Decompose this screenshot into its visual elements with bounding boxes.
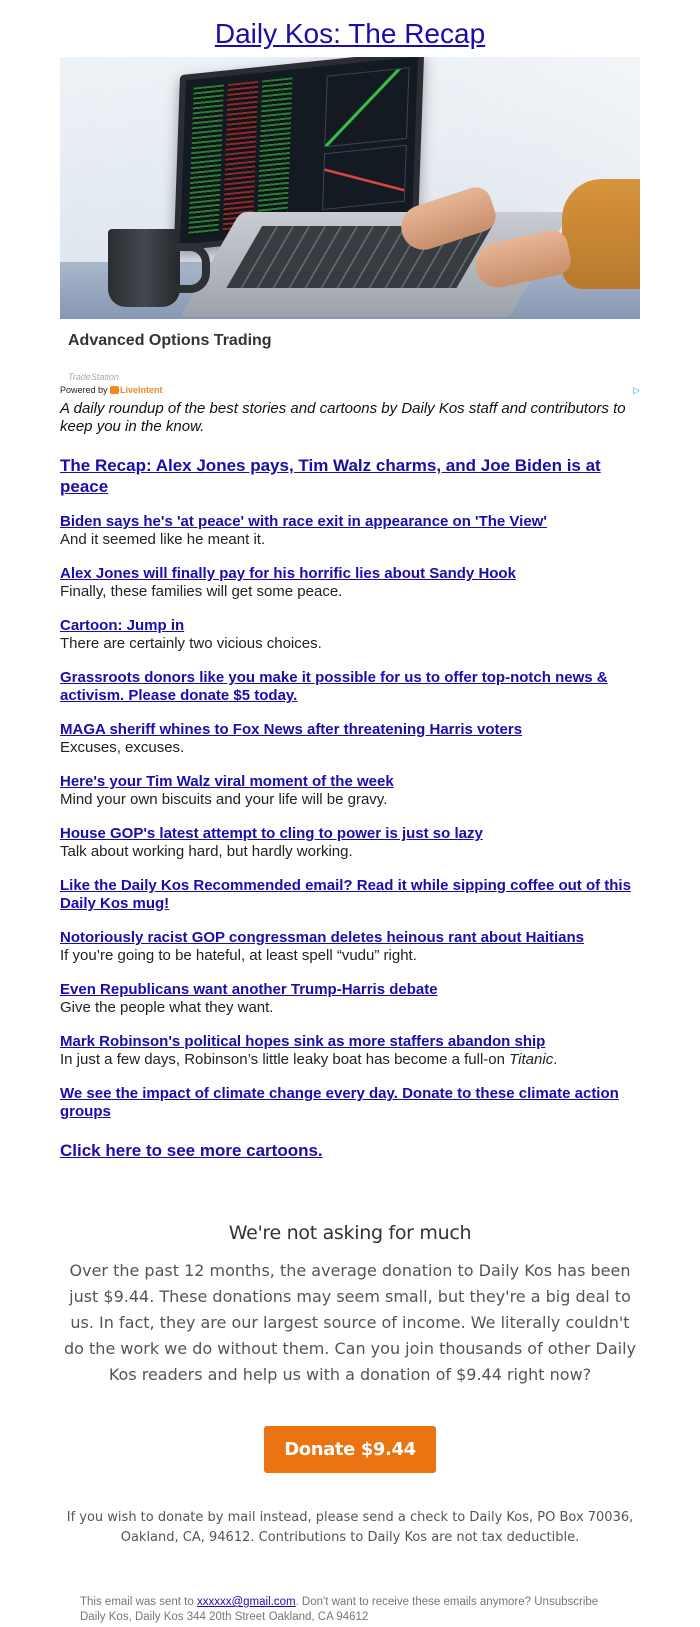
list-item xyxy=(60,721,640,773)
appeal-body: Over the past 12 months, the average donation to Daily Kos has been just $9.44. These donations may seem small, but they're a big deal to us. In fact, they are our largest source of income. We literally couldn't do the work we do without them. Can you join thousands of other Daily Kos readers and help us with a donation of $9.44 right now? xyxy=(64,1261,636,1384)
ad-image-ticker-column xyxy=(188,84,224,235)
story-link[interactable]: MAGA sheriff whines to Fox News after threatening Harris voters xyxy=(60,721,523,738)
intro-text: A daily roundup of the best stories and cartoons by Daily Kos staff and contributors to keep you in the know. xyxy=(60,400,626,435)
liveintent-brand: LiveIntent xyxy=(120,385,163,395)
footer-sent-line: This email was sent to xxxxxx@gmail.com. Don't want to receive these emails anymore? Unsubscribe xyxy=(80,1596,599,1608)
mail-donation-note: If you wish to donate by mail instead, please send a check to Daily Kos, PO Box 70036, Oakland, CA, 94612. Contributions to Daily Kos are not tax deductible. xyxy=(66,1510,634,1545)
powered-by[interactable] xyxy=(60,384,163,396)
titanic-italic: Titanic xyxy=(509,1051,554,1068)
story-description: And it seemed like he meant it. xyxy=(60,531,266,548)
story-description: Mind your own biscuits and your life will be gravy. xyxy=(60,791,388,808)
ad-image-mug-handle xyxy=(172,243,210,293)
sponsored-ad[interactable] xyxy=(60,57,640,396)
story-link[interactable]: Notoriously racist GOP congressman deletes heinous rant about Haitians xyxy=(60,929,585,946)
powered-by-label: Powered by xyxy=(60,385,108,395)
list-item xyxy=(60,877,640,929)
donation-appeal xyxy=(0,1218,700,1388)
list-item xyxy=(60,513,640,565)
list-item xyxy=(60,929,640,981)
story-link[interactable]: House GOP's latest attempt to cling to power is just so lazy xyxy=(60,825,483,842)
ad-image-ticker-column xyxy=(257,77,293,228)
list-item xyxy=(60,565,640,617)
adchoices-icon[interactable]: ▷ xyxy=(633,385,640,395)
climate-donate-link[interactable]: We see the impact of climate change every day. Donate to these climate action groups xyxy=(60,1085,619,1120)
ad-image-sleeve xyxy=(562,179,640,289)
story-link[interactable]: Alex Jones will finally pay for his horrific lies about Sandy Hook xyxy=(60,565,516,582)
more-cartoons xyxy=(60,1140,323,1162)
liveintent-logo-icon xyxy=(110,386,119,394)
ad-headline[interactable]: Advanced Options Trading xyxy=(68,332,272,349)
story-description: Finally, these families will get some peace. xyxy=(60,583,343,600)
donate-button[interactable]: Donate $9.44 xyxy=(264,1426,436,1473)
mug-promo-link[interactable]: Like the Daily Kos Recommended email? Read it while sipping coffee out of this Daily Kos mug! xyxy=(60,877,631,912)
list-item xyxy=(60,617,640,669)
ad-image[interactable] xyxy=(60,57,640,319)
list-item xyxy=(60,773,640,825)
email-footer xyxy=(80,1595,640,1625)
story-description: Give the people what they want. xyxy=(60,999,274,1016)
story-description: There are certainly two vicious choices. xyxy=(60,635,322,652)
story-description: Talk about working hard, but hardly working. xyxy=(60,843,353,860)
ad-image-mug xyxy=(108,229,180,307)
lead-story-link[interactable]: The Recap: Alex Jones pays, Tim Walz charms, and Joe Biden is at peace xyxy=(60,456,601,496)
story-link[interactable]: Biden says he's 'at peace' with race exit in appearance on 'The View' xyxy=(60,513,547,530)
story-link[interactable]: Cartoon: Jump in xyxy=(60,617,185,634)
unsubscribe-text[interactable]: . Don't want to receive these emails anymore? Unsubscribe xyxy=(295,1596,599,1608)
ad-image-chart xyxy=(324,67,409,147)
ad-footer xyxy=(60,384,640,396)
page-title xyxy=(0,16,700,52)
list-item xyxy=(60,1085,640,1137)
donate-link[interactable]: Grassroots donors like you make it possible for us to offer top-notch news & activism. Please donate $5 today. xyxy=(60,669,608,704)
story-description: In just a few days, Robinson’s little leaky boat has become a full-on Titanic. xyxy=(60,1051,558,1068)
appeal-heading: We're not asking for much xyxy=(228,1222,472,1244)
ad-source: TradeStation xyxy=(68,372,119,382)
lead-story xyxy=(60,455,630,497)
title-link[interactable]: Daily Kos: The Recap xyxy=(214,18,486,49)
list-item xyxy=(60,669,640,721)
more-cartoons-link[interactable]: Click here to see more cartoons. xyxy=(60,1141,323,1160)
story-link[interactable]: Mark Robinson's political hopes sink as more staffers abandon ship xyxy=(60,1033,546,1050)
footer-address: Daily Kos, Daily Kos 344 20th Street Oakland, CA 94612 xyxy=(80,1611,369,1623)
story-list xyxy=(60,513,640,1137)
story-link[interactable]: Even Republicans want another Trump-Harris debate xyxy=(60,981,438,998)
list-item xyxy=(60,825,640,877)
list-item xyxy=(60,981,640,1033)
story-description: If you’re going to be hateful, at least spell “vudu” right. xyxy=(60,947,417,964)
list-item xyxy=(60,1033,640,1085)
story-link[interactable]: Here's your Tim Walz viral moment of the week xyxy=(60,773,394,790)
ad-image-ticker-column xyxy=(223,81,259,232)
story-description: Excuses, excuses. xyxy=(60,739,185,756)
recipient-email-link[interactable]: xxxxxx@gmail.com xyxy=(196,1596,296,1608)
ad-image-chart xyxy=(322,145,407,210)
